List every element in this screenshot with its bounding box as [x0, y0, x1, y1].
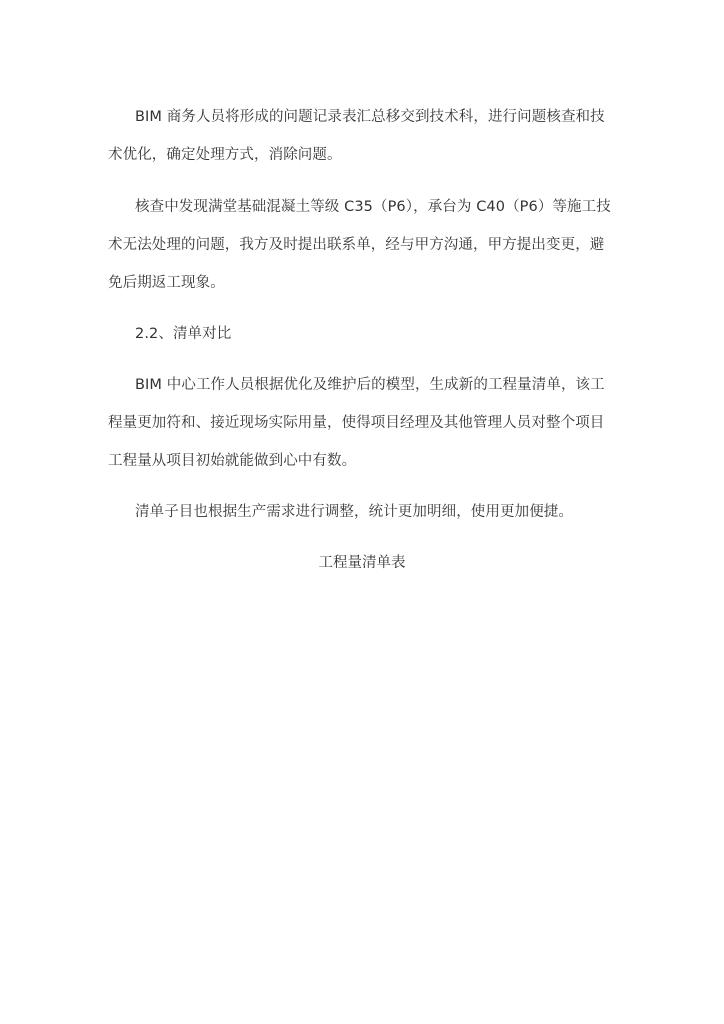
paragraph-3-line-1: BIM 中心工作人员根据优化及维护后的模型，生成新的工程量清单，该工 [135, 377, 605, 393]
paragraph-3-line-3: 工程量从项目初始就能做到心中有数。 [108, 453, 357, 469]
section-heading: 2.2、清单对比 [135, 326, 232, 342]
table-caption: 工程量清单表 [318, 555, 406, 571]
paragraph-4-line-1: 清单子目也根据生产需求进行调整，统计更加明细，使用更加便捷。 [135, 504, 573, 520]
paragraph-2-line-2: 术无法处理的问题，我方及时提出联系单，经与甲方沟通，甲方提出变更，避 [108, 237, 605, 253]
paragraph-2-line-1: 核查中发现满堂基础混凝土等级 C35（P6），承台为 C40（P6）等施工技 [135, 199, 611, 215]
paragraph-3-line-2: 程量更加符和、接近现场实际用量，使得项目经理及其他管理人员对整个项目 [108, 415, 605, 431]
paragraph-1-line-2: 术优化，确定处理方式，消除问题。 [108, 147, 342, 163]
paragraph-1-line-1: BIM 商务人员将形成的问题记录表汇总移交到技术科，进行问题核查和技 [135, 109, 605, 125]
paragraph-2-line-3: 免后期返工现象。 [108, 275, 225, 291]
